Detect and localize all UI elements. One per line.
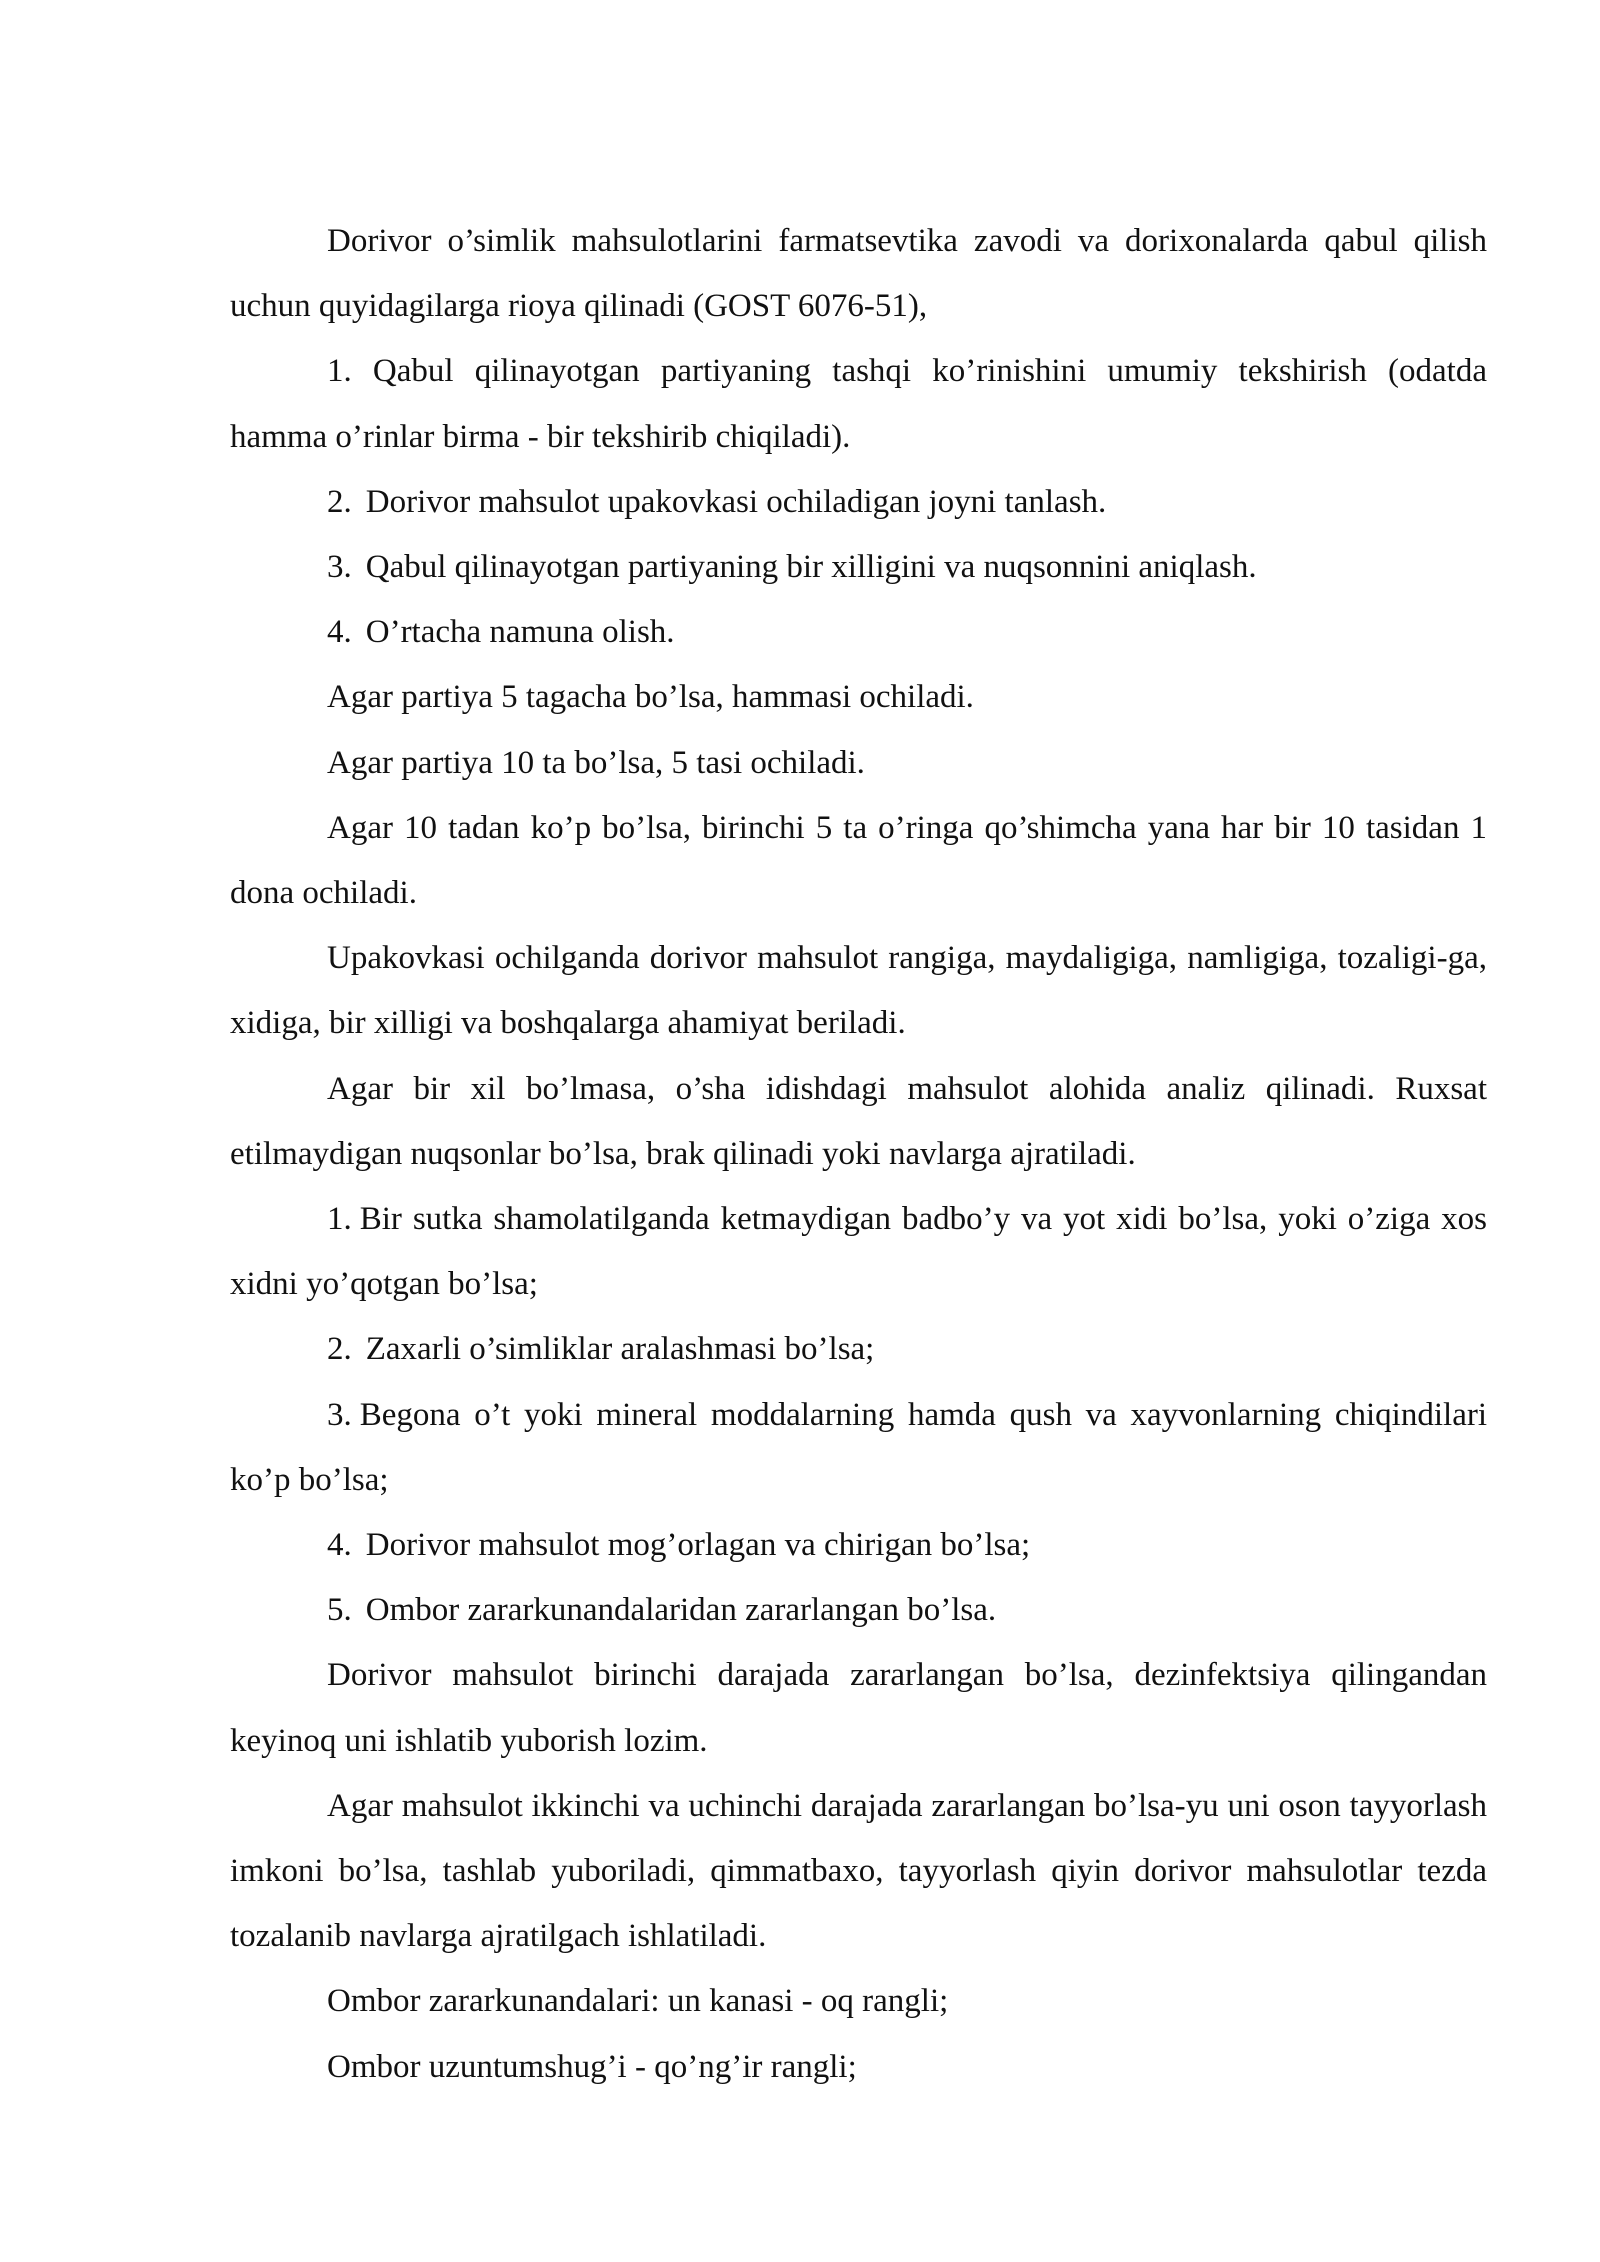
step-4-item [230,600,1487,665]
list-number: 4. [327,614,352,651]
list-text: Bir sutka shamolatilganda ketmaydigan badbo’y va yot xidi bo’lsa, yoki o’ziga xos xidni yo’qotgan bo’lsa; [230,1201,1487,1303]
inspection-paragraph: Upakovkasi ochilganda dorivor mahsulot rangiga, maydaligiga, namligiga, tozaligi-ga, xidiga, bir xilligi va boshqalarga ahamiyat beriladi. [230,940,1487,1042]
step-3-item [230,535,1487,600]
defect-3-item [230,1383,1487,1513]
defect-5-item [230,1578,1487,1643]
pest-paragraph: Ombor zararkunandalari: un kanasi - oq rangli; [327,1983,949,2020]
rule-paragraph: Agar partiya 5 tagacha bo’lsa, hammasi ochiladi. [327,679,974,716]
damage-level-paragraph: Dorivor mahsulot birinchi darajada zararlangan bo’lsa, dezinfektsiya qilingandan keyinoq uni ishlatib yuborish lozim. [230,1657,1487,1759]
list-number: 3. [327,1396,352,1433]
intro-paragraph: Dorivor o’simlik mahsulotlarini farmatsevtika zavodi va dorixonalarda qabul qilish uchun quyidagilarga rioya qilinadi (GOST 6076-51), [230,223,1487,325]
step-2-item [230,470,1487,535]
defect-2-item [230,1317,1487,1382]
list-text: O’rtacha namuna olish. [365,614,675,651]
rule-paragraph: Agar 10 tadan ko’p bo’lsa, birinchi 5 ta o’ringa qo’shimcha yana har bir 10 tasidan 1 dona ochiladi. [230,809,1487,912]
list-number: 4. [327,1527,352,1564]
list-number: 2. [327,1331,352,1368]
list-text: Zaxarli o’simliklar aralashmasi bo’lsa; [365,1331,875,1368]
list-text: Begona o’t yoki mineral moddalarning hamda qush va xayvonlarning chiqindilari ko’p bo’lsa; [230,1396,1487,1498]
step-1-paragraph: 1. Qabul qilinayotgan partiyaning tashqi ko’rinishini umumiy tekshirish (odatda hamma o’rinlar birma - bir tekshirib chiqiladi). [230,353,1487,455]
damage-level-paragraph: Agar mahsulot ikkinchi va uchinchi darajada zararlangan bo’lsa-yu uni oson tayyorlash imkoni bo’lsa, tashlab yuboriladi, qimmatbaxo, tayyorlash qiyin dorivor mahsulotlar tezda tozalanib navlarga ajratilgach ishlatiladi. [230,1787,1487,1955]
defect-4-item [230,1513,1487,1578]
list-number: 1. [327,1201,352,1238]
list-number: 2. [327,483,352,520]
document-body [230,209,1487,2100]
list-number: 3. [327,549,352,586]
list-text: Qabul qilinayotgan partiyaning bir xilligini va nuqsonnini aniqlash. [365,549,1257,586]
reject-paragraph: Agar bir xil bo’lmasa, o’sha idishdagi mahsulot alohida analiz qilinadi. Ruxsat etilmaydigan nuqsonlar bo’lsa, brak qilinadi yoki navlarga ajratiladi. [230,1070,1487,1172]
defect-1-item [230,1187,1487,1317]
list-text: Dorivor mahsulot upakovkasi ochiladigan joyni tanlash. [365,483,1107,520]
rule-paragraph: Agar partiya 10 ta bo’lsa, 5 tasi ochiladi. [327,744,865,781]
pest-paragraph: Ombor uzuntumshug’i - qo’ng’ir rangli; [327,2048,857,2085]
list-text: Dorivor mahsulot mog’orlagan va chirigan bo’lsa; [365,1527,1031,1564]
list-text: Ombor zararkunandalaridan zararlangan bo’lsa. [365,1592,997,1629]
list-number: 5. [327,1592,352,1629]
